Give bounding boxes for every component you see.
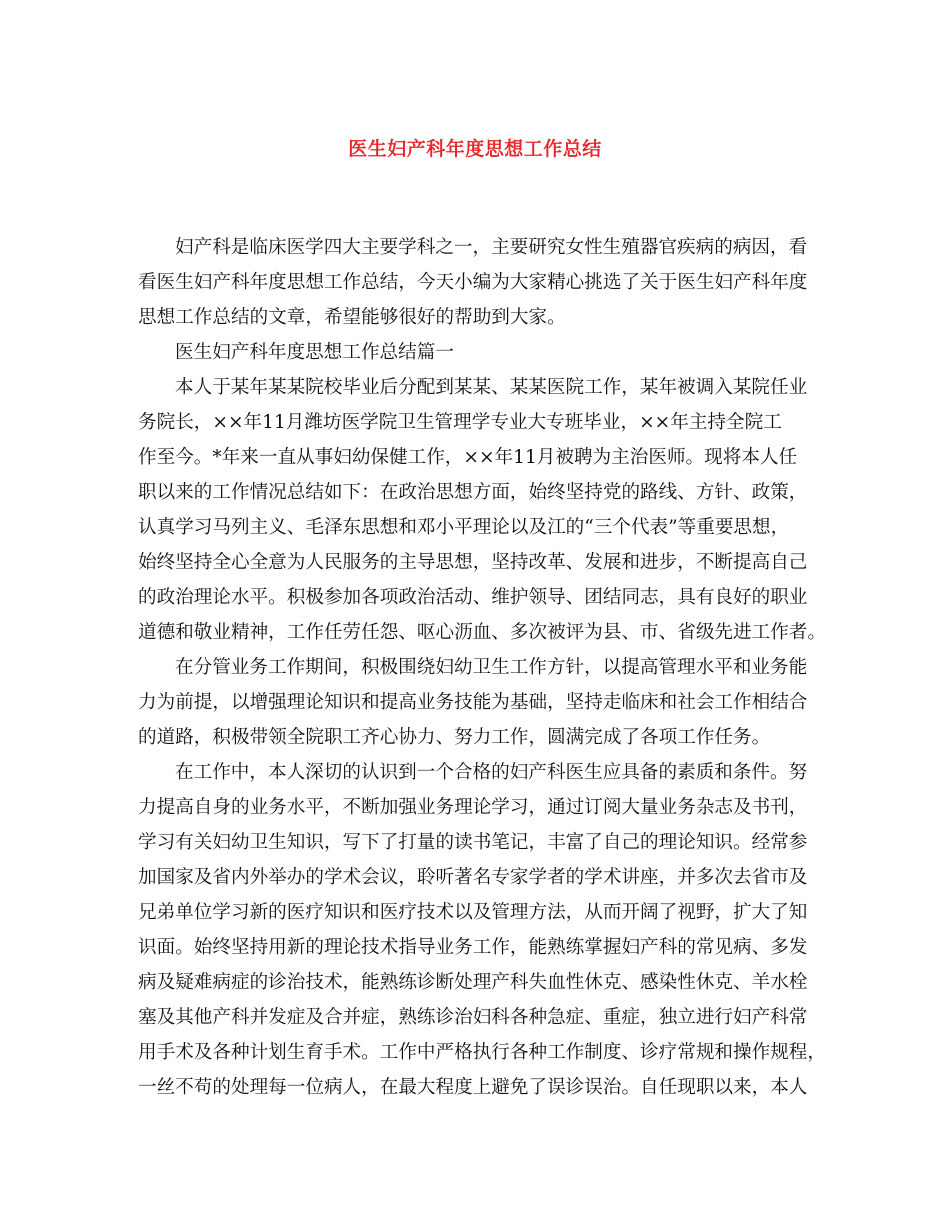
text-line: 力为前提，以增强理论知识和提高业务技能为基础，坚持走临床和社会工作相结合 [138,692,808,713]
paragraph-management [138,650,818,755]
document-body [138,230,826,1105]
text-line: 一丝不苟的处理每一位病人，在最大程度上避免了误诊误治。自任现职以来，本人 [138,1077,808,1098]
text-line: 思想工作总结的文章，希望能够很好的帮助到大家。 [138,307,566,328]
text-line: 兄弟单位学习新的医疗知识和医疗技术以及管理方法，从而开阔了视野，扩大了知 [138,902,808,923]
text-line: 的政治理论水平。积极参加各项政治活动、维护领导、团结同志，具有良好的职业 [138,587,808,608]
text-line: 病及疑难病症的诊治技术，能熟练诊断处理产科失血性休克、感染性休克、羊水栓 [138,972,808,993]
text-line: 职以来的工作情况总结如下：在政治思想方面，始终坚持党的路线、方针、政策， [138,482,808,503]
text-line: 力提高自身的业务水平，不断加强业务理论学习，通过订阅大量业务杂志及书刊， [138,797,808,818]
text-line: 务院长，××年11月潍坊医学院卫生管理学专业大专班毕业，××年主持全院工 [138,412,782,433]
text-line: 学习有关妇幼卫生知识，写下了打量的读书笔记，丰富了自己的理论知识。经常参 [138,832,808,853]
text-line: 看医生妇产科年度思想工作总结，今天小编为大家精心挑选了关于医生妇产科年度 [138,272,808,293]
text-line: 识面。始终坚持用新的理论技术指导业务工作，能熟练掌握妇产科的常见病、多发 [138,937,808,958]
section-heading [138,335,818,370]
text-line: 用手术及各种计划生育手术。工作中严格执行各种工作制度、诊疗常规和操作规程， [138,1042,826,1063]
text-line: 在分管业务工作期间，积极围绕妇幼卫生工作方针，以提高管理水平和业务能 [175,657,808,678]
text-line: 作至今。*年来一直从事妇幼保健工作，××年11月被聘为主治医师。现将本人任 [138,447,798,468]
paragraph-politics [138,370,826,650]
text-line: 在工作中，本人深切的认识到一个合格的妇产科医生应具备的素质和条件。努 [175,762,808,783]
text-line: 始终坚持全心全意为人民服务的主导思想，坚持改革、发展和进步，不断提高自己 [138,552,808,573]
text-line: 妇产科是临床医学四大主要学科之一，主要研究女性生殖器官疾病的病因，看 [175,237,808,258]
paragraph-intro [138,230,818,335]
paragraph-work [138,755,826,1105]
text-line: 加国家及省内外举办的学术会议，聆听著名专家学者的学术讲座，并多次去省市及 [138,867,808,888]
text-line: 道德和敬业精神，工作任劳任怨、呕心沥血、多次被评为县、市、省级先进工作者。 [138,622,826,643]
text-line: 塞及其他产科并发症及合并症，熟练诊治妇科各种急症、重症，独立进行妇产科常 [138,1007,808,1028]
text-line: 医生妇产科年度思想工作总结篇一 [175,342,454,363]
text-line: 的道路，积极带领全院职工齐心协力、努力工作，圆满完成了各项工作任务。 [138,727,771,748]
document-title: 医生妇产科年度思想工作总结 [348,138,602,160]
text-line: 本人于某年某某院校毕业后分配到某某、某某医院工作，某年被调入某院任业 [175,377,808,398]
text-line: 认真学习马列主义、毛泽东思想和邓小平理论以及江的“三个代表”等重要思想， [138,517,790,538]
